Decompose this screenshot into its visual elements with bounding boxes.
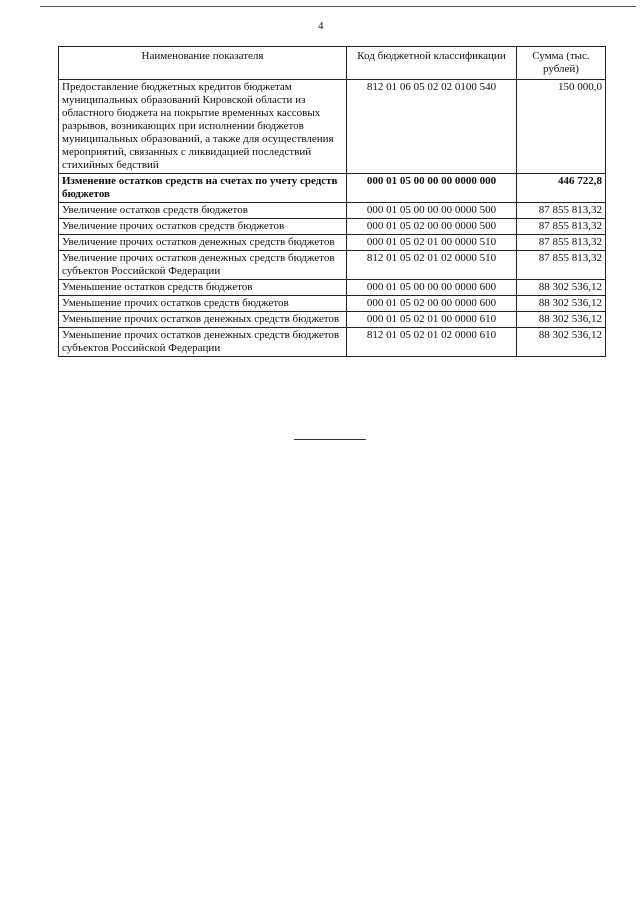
table-row — [59, 328, 606, 357]
row-name-cell: Уменьшение прочих остатков денежных средств бюджетов субъектов Российской Федерации — [59, 328, 347, 357]
row-name-cell: Изменение остатков средств на счетах по учету средств бюджетов — [59, 174, 347, 203]
row-sum-cell: 87 855 813,32 — [517, 203, 606, 219]
table-row — [59, 312, 606, 328]
row-name-cell: Увеличение прочих остатков средств бюджетов — [59, 219, 347, 235]
row-code-cell: 000 01 05 00 00 00 0000 000 — [347, 174, 517, 203]
row-code-cell: 000 01 05 02 00 00 0000 500 — [347, 219, 517, 235]
header-code: Код бюджетной классификации — [347, 47, 517, 80]
budget-table — [58, 46, 606, 357]
table-row — [59, 80, 606, 174]
row-code-cell: 812 01 06 05 02 02 0100 540 — [347, 80, 517, 174]
table-row — [59, 235, 606, 251]
row-sum-cell: 150 000,0 — [517, 80, 606, 174]
header-sum: Сумма (тыс. рублей) — [517, 47, 606, 80]
row-name-cell: Увеличение прочих остатков денежных средств бюджетов субъектов Российской Федерации — [59, 251, 347, 280]
row-sum-cell: 87 855 813,32 — [517, 251, 606, 280]
end-rule — [294, 439, 366, 440]
row-sum-cell: 446 722,8 — [517, 174, 606, 203]
row-code-cell: 000 01 05 00 00 00 0000 600 — [347, 280, 517, 296]
row-sum-cell: 87 855 813,32 — [517, 219, 606, 235]
header-name: Наименование показателя — [59, 47, 347, 80]
page-number: 4 — [318, 20, 324, 32]
table-row — [59, 280, 606, 296]
table-row — [59, 296, 606, 312]
row-code-cell: 812 01 05 02 01 02 0000 510 — [347, 251, 517, 280]
row-name-cell: Предоставление бюджетных кредитов бюджетам муниципальных образований Кировской области из областного бюджета на покрытие временных кассовых разрывов, возникающих при исполнении бюджетов муниципальных образований, а также для осуществления мероприятий, связанных с ликвидацией последствий стихийных бедствий — [59, 80, 347, 174]
table-row — [59, 219, 606, 235]
row-code-cell: 000 01 05 02 00 00 0000 600 — [347, 296, 517, 312]
row-name-cell: Уменьшение остатков средств бюджетов — [59, 280, 347, 296]
row-sum-cell: 87 855 813,32 — [517, 235, 606, 251]
row-sum-cell: 88 302 536,12 — [517, 296, 606, 312]
row-code-cell: 000 01 05 02 01 00 0000 610 — [347, 312, 517, 328]
row-code-cell: 000 01 05 00 00 00 0000 500 — [347, 203, 517, 219]
table-header-row — [59, 47, 606, 80]
table-row — [59, 251, 606, 280]
row-name-cell: Уменьшение прочих остатков средств бюджетов — [59, 296, 347, 312]
row-sum-cell: 88 302 536,12 — [517, 328, 606, 357]
row-sum-cell: 88 302 536,12 — [517, 280, 606, 296]
table-row — [59, 203, 606, 219]
row-sum-cell: 88 302 536,12 — [517, 312, 606, 328]
table-row — [59, 174, 606, 203]
row-code-cell: 000 01 05 02 01 00 0000 510 — [347, 235, 517, 251]
row-name-cell: Увеличение остатков средств бюджетов — [59, 203, 347, 219]
row-code-cell: 812 01 05 02 01 02 0000 610 — [347, 328, 517, 357]
table-body — [59, 80, 606, 357]
row-name-cell: Увеличение прочих остатков денежных средств бюджетов — [59, 235, 347, 251]
top-rule — [40, 6, 636, 7]
row-name-cell: Уменьшение прочих остатков денежных средств бюджетов — [59, 312, 347, 328]
